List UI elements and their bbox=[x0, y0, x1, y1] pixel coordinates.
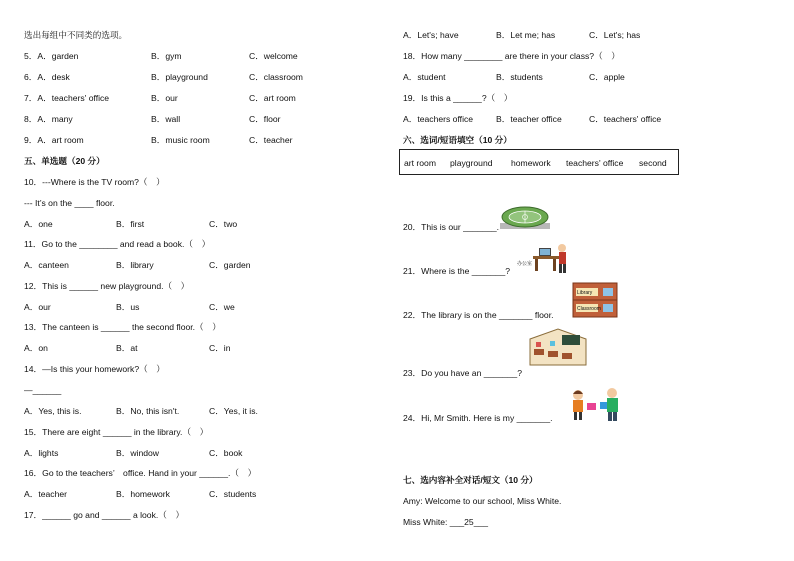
q13-option-a: A．on bbox=[24, 343, 48, 353]
school-building-picture bbox=[572, 282, 618, 318]
q15-option-a: A．lights bbox=[24, 448, 59, 458]
building-label-classroom: Classroom bbox=[577, 306, 601, 312]
q5-option-c: C．welcome bbox=[249, 51, 298, 61]
teachers-office-picture bbox=[517, 240, 571, 276]
q17-stem: 17．______ go and ______ a look.（ ） bbox=[24, 510, 185, 520]
q23-stem: 23．Do you have an _______? bbox=[403, 368, 522, 378]
q21-stem: 21．Where is the _______? bbox=[403, 266, 511, 276]
q8-option-b: B．wall bbox=[151, 114, 181, 124]
building-label-library: Library bbox=[577, 290, 593, 296]
word-bank-box bbox=[399, 149, 679, 175]
q16-stem: 16．Go to the teachers’ office. Hand in your ______.（ ） bbox=[24, 468, 257, 478]
q14-stem: 14．—Is this your homework?（ ） bbox=[24, 364, 165, 374]
office-picture-label: 办公室 bbox=[517, 261, 533, 267]
q24-stem: 24．Hi, Mr Smith. Here is my _______. bbox=[403, 413, 553, 423]
q12-option-a: A．our bbox=[24, 302, 51, 312]
q13-option-b: B．at bbox=[116, 343, 138, 353]
section-5-heading: 五、单选题（20 分） bbox=[24, 156, 105, 166]
q19-stem: 19．Is this a ______?（ ） bbox=[403, 93, 513, 103]
q10-option-a: A．one bbox=[24, 219, 53, 229]
q10-option-c: C．two bbox=[209, 219, 238, 229]
q18-stem: 18．How many ________ are there in your class?（ ） bbox=[403, 51, 620, 61]
q20-stem: 20．This is our _______. bbox=[403, 222, 500, 232]
q18-option-c: C．apple bbox=[589, 72, 625, 82]
q10-stem-2: --- It’s on the ____ floor. bbox=[24, 198, 115, 208]
q7-option-c: C．art room bbox=[249, 93, 296, 103]
q8-option-a: 8．A．many bbox=[24, 114, 73, 124]
section-7-heading: 七、选内容补全对话/短文（10 分） bbox=[403, 475, 538, 485]
q18-option-a: A．student bbox=[403, 72, 446, 82]
playground-picture bbox=[500, 203, 550, 231]
q6-option-c: C．classroom bbox=[249, 72, 303, 82]
q16-option-c: C．students bbox=[209, 489, 257, 499]
q5-option-b: B．gym bbox=[151, 51, 182, 61]
q5-option-a: 5．A．garden bbox=[24, 51, 79, 61]
q17-option-b: B．Let me; has bbox=[496, 30, 556, 40]
q11-option-b: B．library bbox=[116, 260, 154, 270]
q14-option-a: A．Yes, this is. bbox=[24, 406, 82, 416]
q14-option-b: B．No, this isn't. bbox=[116, 406, 180, 416]
q18-option-b: B．students bbox=[496, 72, 543, 82]
q9-option-b: B．music room bbox=[151, 135, 210, 145]
q17-option-c: C．Let's; has bbox=[589, 30, 641, 40]
q15-option-b: B．window bbox=[116, 448, 159, 458]
students-homework-picture bbox=[567, 386, 627, 422]
q17-option-a: A．Let's; have bbox=[403, 30, 459, 40]
q12-option-b: B．us bbox=[116, 302, 140, 312]
q7-option-a: 7．A．teachers' office bbox=[24, 93, 110, 103]
q16-option-a: A．teacher bbox=[24, 489, 67, 499]
word-bank-item: playground bbox=[450, 158, 493, 168]
q14-option-c: C．Yes, it is. bbox=[209, 406, 258, 416]
q19-option-c: C．teachers' office bbox=[589, 114, 662, 124]
q19-option-b: B．teacher office bbox=[496, 114, 562, 124]
q6-option-a: 6．A．desk bbox=[24, 72, 70, 82]
q9-option-a: 9．A．art room bbox=[24, 135, 84, 145]
q13-stem: 13．The canteen is ______ the second floor.（ ） bbox=[24, 322, 221, 332]
q16-option-b: B．homework bbox=[116, 489, 170, 499]
q12-stem: 12．This is ______ new playground.（ ） bbox=[24, 281, 190, 291]
q14-stem-2: —______ bbox=[24, 385, 62, 395]
word-bank-item: second bbox=[639, 158, 667, 168]
art-room-picture bbox=[528, 327, 588, 369]
q10-stem: 10．---Where is the TV room?（ ） bbox=[24, 177, 165, 187]
word-bank-item: homework bbox=[511, 158, 551, 168]
q8-option-c: C．floor bbox=[249, 114, 281, 124]
q19-option-a: A．teachers office bbox=[403, 114, 474, 124]
word-bank-item: teachers' office bbox=[566, 158, 624, 168]
q11-option-a: A．canteen bbox=[24, 260, 69, 270]
q13-option-c: C．in bbox=[209, 343, 231, 353]
word-bank-item: art room bbox=[404, 158, 436, 168]
q6-option-b: B．playground bbox=[151, 72, 208, 82]
q15-stem: 15．There are eight ______ in the library.（ ） bbox=[24, 427, 209, 437]
q22-stem: 22．The library is on the _______ floor. bbox=[403, 310, 554, 320]
q11-stem: 11．Go to the ________ and read a book.（ ） bbox=[24, 239, 211, 249]
section-6-heading: 六、选词/短语填空（10 分） bbox=[403, 135, 512, 145]
q12-option-c: C．we bbox=[209, 302, 235, 312]
q15-option-c: C．book bbox=[209, 448, 243, 458]
dialog-line-1: Amy: Welcome to our school, Miss White. bbox=[403, 496, 562, 506]
q11-option-c: C．garden bbox=[209, 260, 251, 270]
instruction-text: 选出每组中不同类的选项。 bbox=[24, 30, 128, 40]
q9-option-c: C．teacher bbox=[249, 135, 293, 145]
q7-option-b: B．our bbox=[151, 93, 178, 103]
dialog-line-2: Miss White: ___25___ bbox=[403, 517, 489, 527]
q10-option-b: B．first bbox=[116, 219, 145, 229]
